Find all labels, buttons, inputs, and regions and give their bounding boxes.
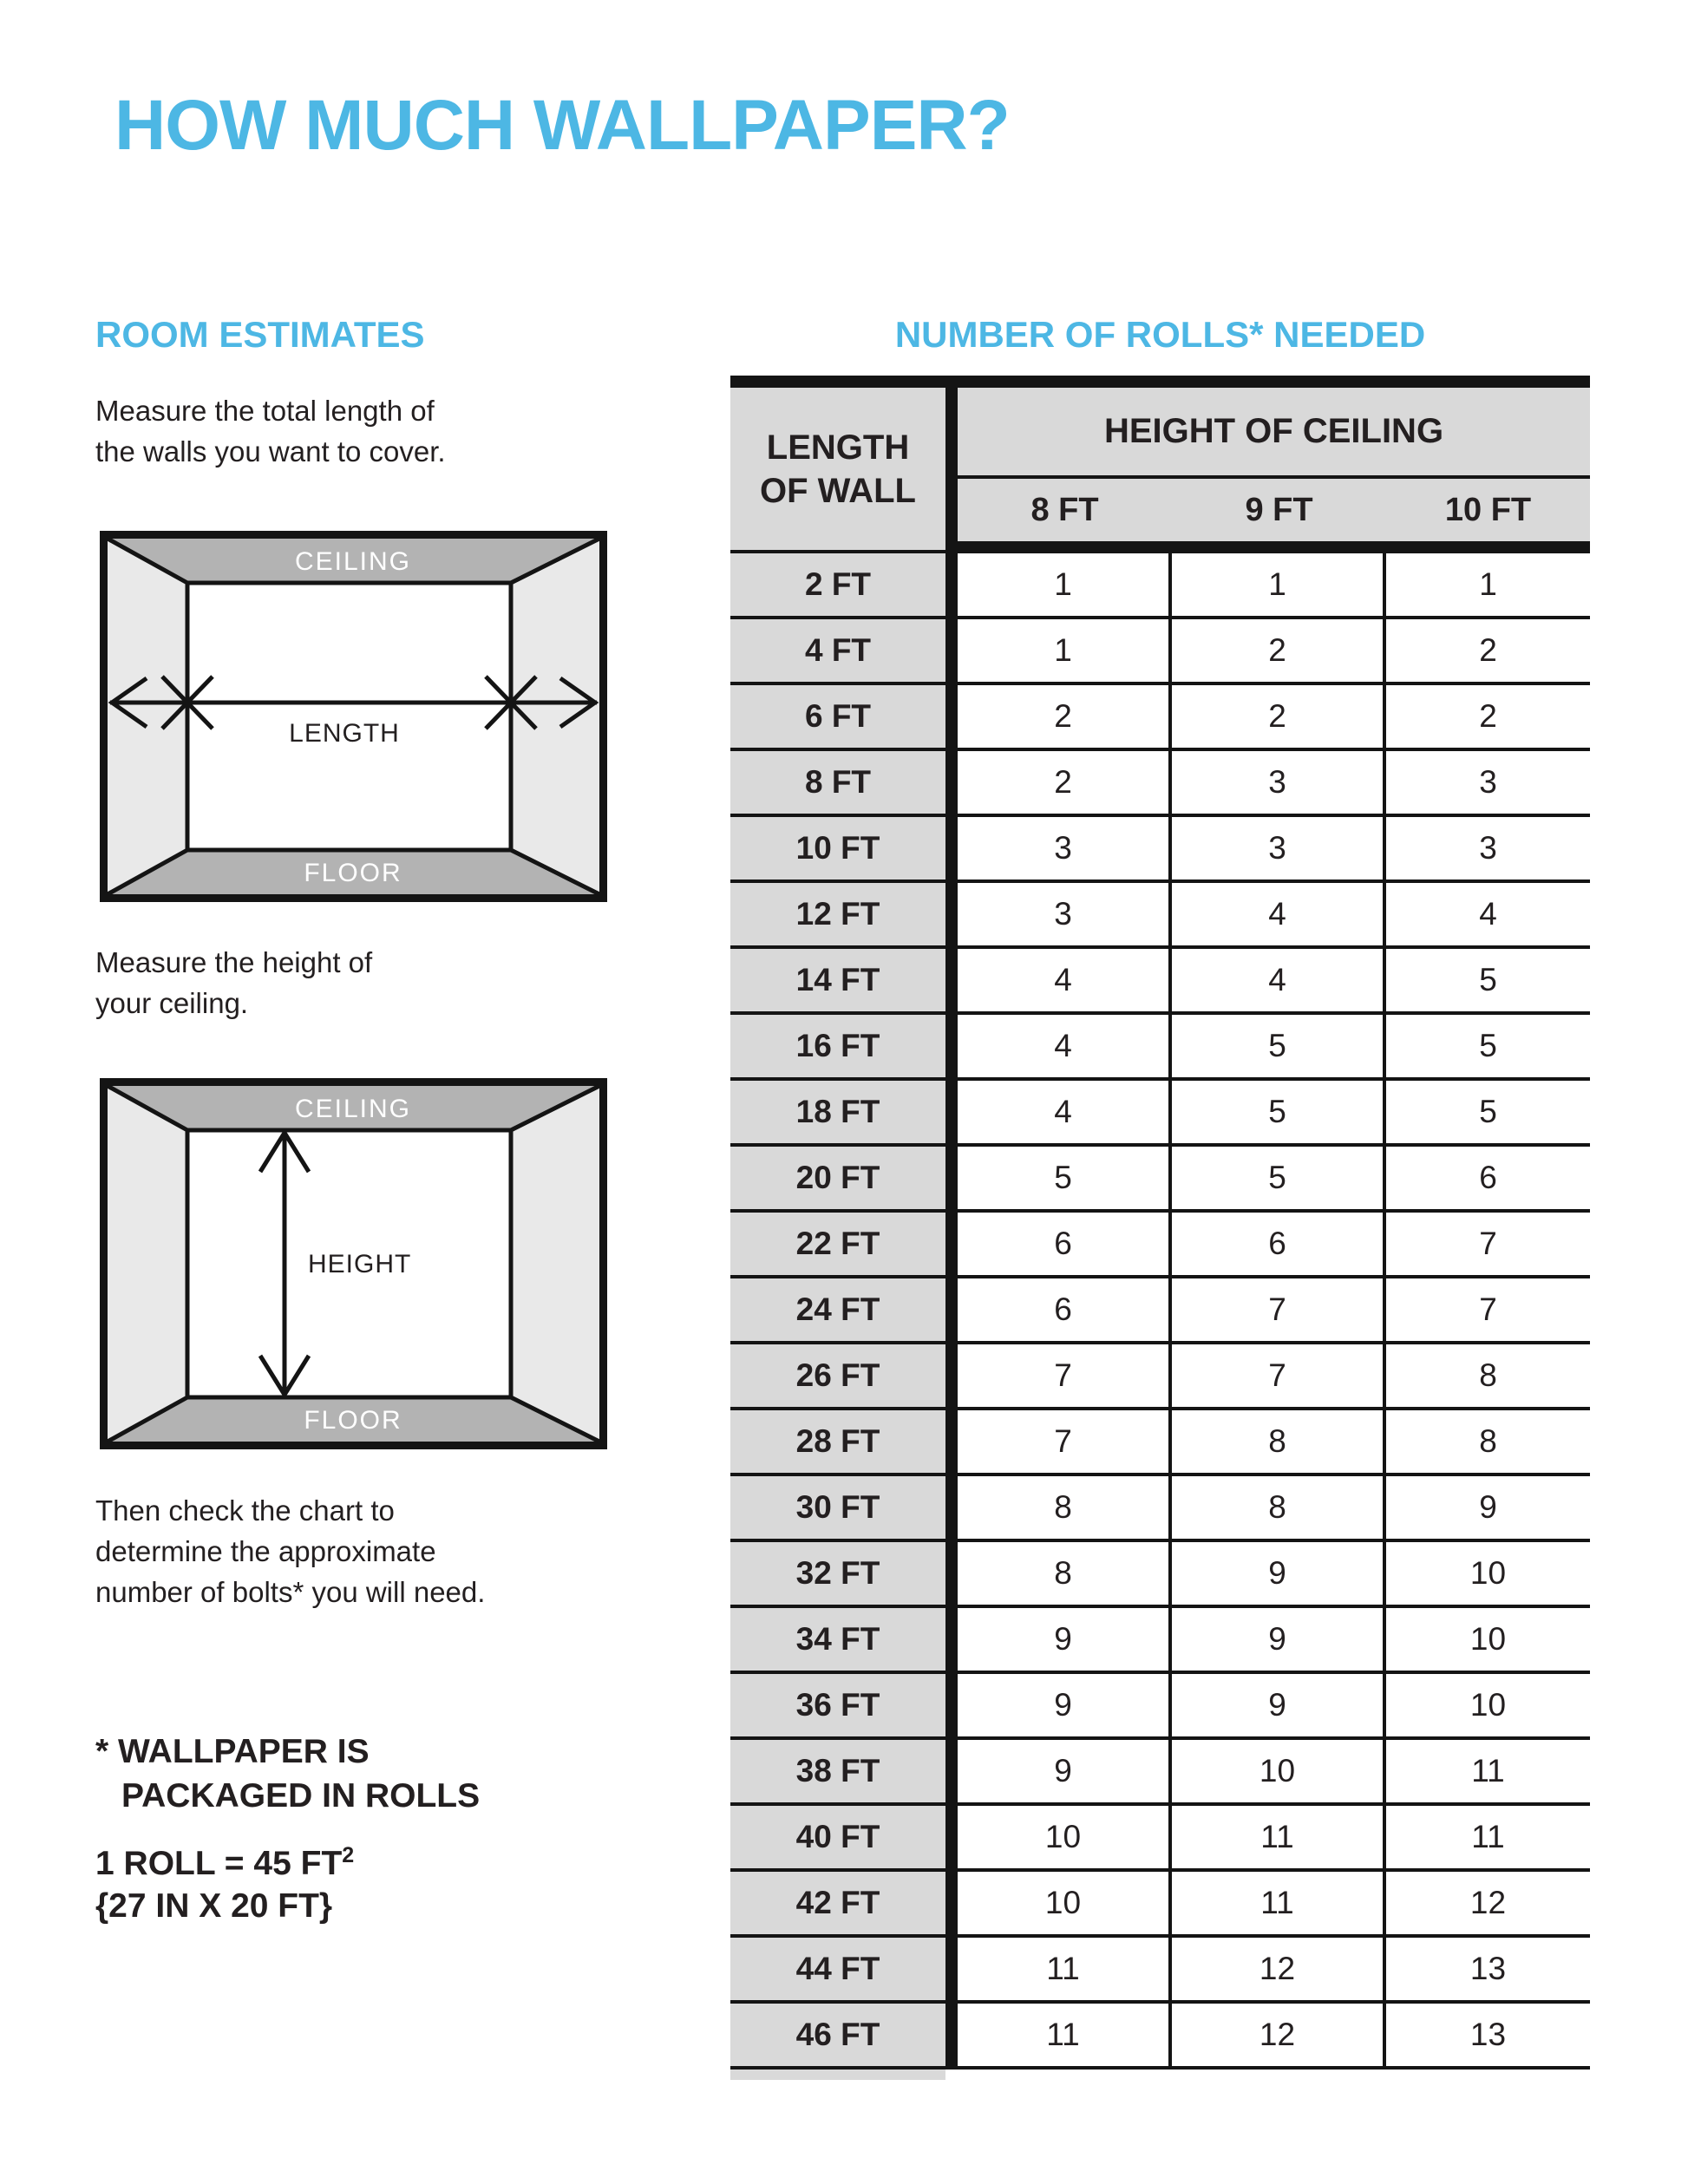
wall-length-label: 12 FT xyxy=(730,883,958,949)
roll-dimensions: {27 IN X 20 FT} xyxy=(95,1887,333,1925)
wall-length-label: 44 FT xyxy=(730,1938,958,2004)
roll-count-cell: 6 xyxy=(1172,1213,1386,1278)
roll-count-cell: 4 xyxy=(958,1015,1172,1081)
table-row xyxy=(730,1476,1590,1542)
roll-count-cell: 1 xyxy=(958,553,1172,619)
roll-count-cell: 2 xyxy=(1172,619,1386,685)
wall-length-label: 2 FT xyxy=(730,553,958,619)
table-row xyxy=(730,883,1590,949)
back-wall xyxy=(187,583,511,850)
table-row xyxy=(730,817,1590,883)
roll-count-cell: 6 xyxy=(958,1278,1172,1344)
roll-count-cell: 11 xyxy=(1386,1740,1590,1806)
chart-instructions-paragraph xyxy=(95,1490,485,1612)
wall-length-label: 10 FT xyxy=(730,817,958,883)
roll-count-cell: 4 xyxy=(1172,949,1386,1015)
roll-count-cell: 5 xyxy=(1386,1081,1590,1147)
roll-size-info xyxy=(95,1842,354,1927)
roll-count-cell: 10 xyxy=(1386,1542,1590,1608)
roll-count-cell: 9 xyxy=(1172,1542,1386,1608)
footnote-line-2: PACKAGED IN ROLLS xyxy=(121,1777,481,1815)
roll-equation-exponent: 2 xyxy=(342,1843,355,1867)
roll-count-cell: 1 xyxy=(1386,553,1590,619)
room-diagram-length xyxy=(100,531,607,902)
wall-length-label: 40 FT xyxy=(730,1806,958,1872)
table-row xyxy=(730,619,1590,685)
table-header-row-group xyxy=(730,388,1590,479)
roll-count-cell: 7 xyxy=(958,1344,1172,1410)
wall-length-label: 32 FT xyxy=(730,1542,958,1608)
roll-count-cell: 2 xyxy=(1172,685,1386,751)
roll-count-cell: 11 xyxy=(1172,1872,1386,1938)
column-header-8ft: 8 FT xyxy=(958,479,1172,553)
roll-count-cell: 3 xyxy=(958,883,1172,949)
table-row xyxy=(730,1806,1590,1872)
table-row xyxy=(730,1740,1590,1806)
chart-line-3: number of bolts* you will need. xyxy=(95,1576,486,1608)
intro-line-2: the walls you want to cover. xyxy=(95,435,446,468)
floor-label: FLOOR xyxy=(304,859,402,887)
roll-count-cell: 3 xyxy=(1386,817,1590,883)
table-row xyxy=(730,1872,1590,1938)
roll-count-cell: 4 xyxy=(958,1081,1172,1147)
roll-count-cell: 10 xyxy=(1172,1740,1386,1806)
roll-count-cell: 5 xyxy=(1386,949,1590,1015)
chart-line-2: determine the approximate xyxy=(95,1535,436,1567)
roll-count-cell: 4 xyxy=(1172,883,1386,949)
wall-length-label: 28 FT xyxy=(730,1410,958,1476)
roll-count-cell: 9 xyxy=(1386,1476,1590,1542)
height-of-ceiling-header: HEIGHT OF CEILING xyxy=(958,388,1590,479)
wall-length-label: 26 FT xyxy=(730,1344,958,1410)
roll-count-cell: 6 xyxy=(1386,1147,1590,1213)
wall-length-label: 16 FT xyxy=(730,1015,958,1081)
roll-count-cell: 9 xyxy=(958,1740,1172,1806)
chart-line-1: Then check the chart to xyxy=(95,1494,395,1527)
wall-length-label: 34 FT xyxy=(730,1608,958,1674)
roll-count-cell: 6 xyxy=(958,1213,1172,1278)
wall-length-label: 30 FT xyxy=(730,1476,958,1542)
roll-count-cell: 12 xyxy=(1172,2004,1386,2070)
height-line-2: your ceiling. xyxy=(95,987,249,1019)
table-row xyxy=(730,2004,1590,2070)
roll-count-cell: 8 xyxy=(1172,1410,1386,1476)
height-dimension-label: HEIGHT xyxy=(308,1250,412,1278)
wall-length-label: 18 FT xyxy=(730,1081,958,1147)
wall-length-label: 4 FT xyxy=(730,619,958,685)
roll-count-cell: 11 xyxy=(958,1938,1172,2004)
roll-count-cell: 2 xyxy=(1386,685,1590,751)
wall-length-label: 46 FT xyxy=(730,2004,958,2070)
left-wall-panel xyxy=(108,1086,187,1442)
roll-count-cell: 8 xyxy=(958,1542,1172,1608)
roll-count-cell: 1 xyxy=(958,619,1172,685)
page-title: HOW MUCH WALLPAPER? xyxy=(114,86,1010,165)
height-line-1: Measure the height of xyxy=(95,946,373,978)
intro-paragraph xyxy=(95,390,446,472)
roll-count-cell: 12 xyxy=(1386,1872,1590,1938)
length-of-wall-line-2: OF WALL xyxy=(760,471,916,510)
roll-count-cell: 4 xyxy=(958,949,1172,1015)
length-of-wall-header xyxy=(730,388,958,553)
table-row xyxy=(730,949,1590,1015)
wall-length-label: 8 FT xyxy=(730,751,958,817)
table-row xyxy=(730,1147,1590,1213)
roll-count-cell: 8 xyxy=(958,1476,1172,1542)
roll-count-cell: 10 xyxy=(1386,1608,1590,1674)
roll-count-cell: 11 xyxy=(958,2004,1172,2070)
roll-count-cell: 7 xyxy=(1386,1278,1590,1344)
roll-count-cell: 11 xyxy=(1172,1806,1386,1872)
roll-count-cell: 9 xyxy=(1172,1674,1386,1740)
roll-count-cell: 13 xyxy=(1386,1938,1590,2004)
roll-count-cell: 13 xyxy=(1386,2004,1590,2070)
roll-count-cell: 3 xyxy=(1386,751,1590,817)
table-row xyxy=(730,1542,1590,1608)
column-header-9ft: 9 FT xyxy=(1172,479,1386,553)
roll-count-cell: 3 xyxy=(1172,817,1386,883)
roll-count-cell: 3 xyxy=(1172,751,1386,817)
intro-line-1: Measure the total length of xyxy=(95,395,435,427)
column-header-10ft: 10 FT xyxy=(1386,479,1590,553)
wall-length-label: 42 FT xyxy=(730,1872,958,1938)
roll-count-cell: 7 xyxy=(958,1410,1172,1476)
ceiling-label: CEILING xyxy=(294,547,412,576)
roll-count-cell: 10 xyxy=(1386,1674,1590,1740)
room-diagram-height xyxy=(100,1078,607,1449)
table-row xyxy=(730,1674,1590,1740)
roll-count-cell: 4 xyxy=(1386,883,1590,949)
wall-length-label: 36 FT xyxy=(730,1674,958,1740)
roll-count-cell: 8 xyxy=(1386,1410,1590,1476)
right-wall-panel xyxy=(511,1086,599,1442)
floor-label: FLOOR xyxy=(304,1406,402,1435)
wallpaper-footnote xyxy=(95,1730,480,1818)
roll-count-cell: 7 xyxy=(1172,1344,1386,1410)
ceiling-label: CEILING xyxy=(294,1095,412,1123)
footnote-line-1: * WALLPAPER IS xyxy=(95,1733,370,1770)
table-bottom-gray-tab xyxy=(730,2070,945,2080)
table-row xyxy=(730,1213,1590,1278)
roll-equation xyxy=(95,1842,354,1885)
roll-count-cell: 7 xyxy=(1386,1213,1590,1278)
roll-count-cell: 7 xyxy=(1172,1278,1386,1344)
roll-count-cell: 3 xyxy=(958,817,1172,883)
rolls-table-container xyxy=(730,376,1590,2080)
roll-count-cell: 9 xyxy=(1172,1608,1386,1674)
roll-count-cell: 12 xyxy=(1172,1938,1386,2004)
table-row xyxy=(730,1081,1590,1147)
rolls-needed-heading: NUMBER OF ROLLS* NEEDED xyxy=(894,314,1426,355)
roll-count-cell: 2 xyxy=(958,685,1172,751)
wall-length-label: 20 FT xyxy=(730,1147,958,1213)
rolls-needed-table xyxy=(730,376,1590,2070)
roll-count-cell: 8 xyxy=(1386,1344,1590,1410)
table-row xyxy=(730,1278,1590,1344)
wall-length-label: 24 FT xyxy=(730,1278,958,1344)
table-row xyxy=(730,751,1590,817)
roll-count-cell: 10 xyxy=(958,1806,1172,1872)
table-row xyxy=(730,553,1590,619)
table-row xyxy=(730,1015,1590,1081)
roll-count-cell: 5 xyxy=(1386,1015,1590,1081)
table-row xyxy=(730,1410,1590,1476)
roll-count-cell: 9 xyxy=(958,1674,1172,1740)
roll-count-cell: 5 xyxy=(1172,1081,1386,1147)
wall-length-label: 22 FT xyxy=(730,1213,958,1278)
roll-count-cell: 5 xyxy=(1172,1147,1386,1213)
roll-count-cell: 10 xyxy=(958,1872,1172,1938)
wall-length-label: 14 FT xyxy=(730,949,958,1015)
wall-length-label: 38 FT xyxy=(730,1740,958,1806)
length-of-wall-line-1: LENGTH xyxy=(766,428,910,467)
roll-count-cell: 2 xyxy=(958,751,1172,817)
roll-count-cell: 5 xyxy=(958,1147,1172,1213)
table-row xyxy=(730,1608,1590,1674)
table-row xyxy=(730,1938,1590,2004)
table-row xyxy=(730,685,1590,751)
table-row xyxy=(730,1344,1590,1410)
height-paragraph xyxy=(95,942,372,1023)
roll-count-cell: 5 xyxy=(1172,1015,1386,1081)
roll-equation-base: 1 ROLL = 45 FT xyxy=(95,1845,343,1882)
wall-length-label: 6 FT xyxy=(730,685,958,751)
roll-count-cell: 8 xyxy=(1172,1476,1386,1542)
roll-count-cell: 9 xyxy=(958,1608,1172,1674)
roll-count-cell: 2 xyxy=(1386,619,1590,685)
roll-count-cell: 11 xyxy=(1386,1806,1590,1872)
length-dimension-label: LENGTH xyxy=(289,719,400,748)
roll-count-cell: 1 xyxy=(1172,553,1386,619)
room-estimates-heading: ROOM ESTIMATES xyxy=(95,314,425,355)
